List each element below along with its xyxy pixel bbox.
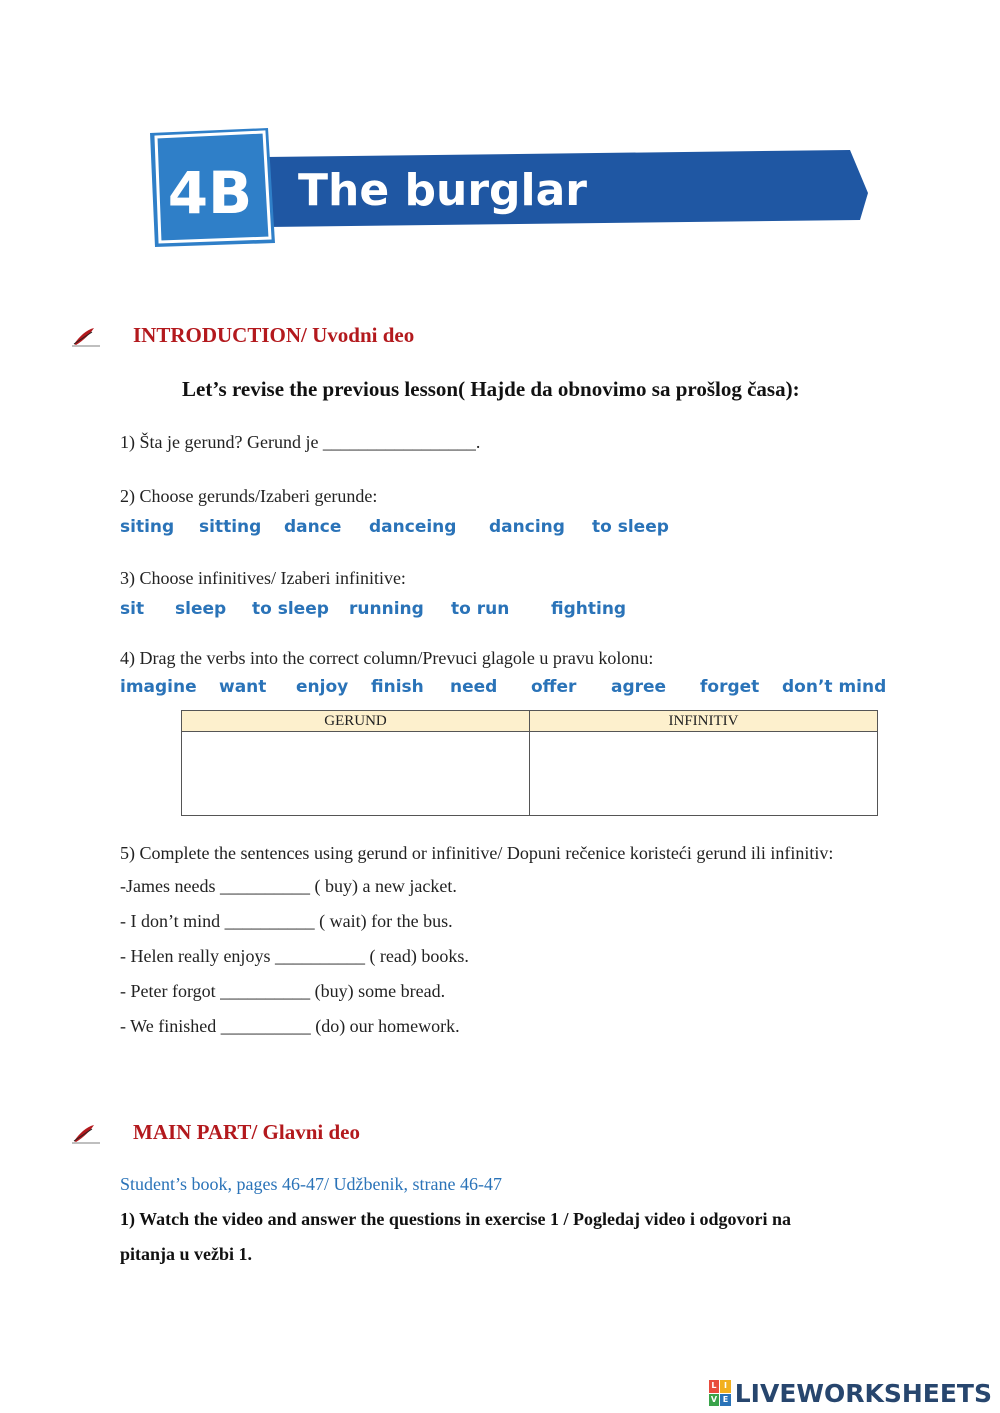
gerund-column-header: GERUND — [182, 711, 529, 732]
lesson-banner — [150, 125, 880, 250]
word-option[interactable]: to sleep — [592, 517, 669, 537]
question-1: 1) Šta je gerund? Gerund je _________________. — [120, 432, 481, 452]
banner-title: The burglar — [298, 165, 587, 216]
word-option[interactable]: sit — [120, 599, 145, 619]
word-option[interactable]: running — [349, 599, 424, 619]
sentence-item[interactable]: - We finished __________ (do) our homework. — [120, 1016, 460, 1036]
main-task-line-2: pitanja u vežbi 1. — [120, 1244, 253, 1264]
logo-icon-letter: E — [720, 1394, 731, 1407]
sentence-item[interactable]: - Peter forgot __________ (buy) some bread. — [120, 981, 446, 1001]
logo-icon-letter: V — [709, 1394, 720, 1407]
word-option[interactable]: sitting — [199, 517, 262, 537]
liveworksheets-logo — [709, 1378, 992, 1408]
banner-graphic — [150, 125, 880, 250]
word-option[interactable]: fighting — [551, 599, 627, 619]
word-option[interactable]: sleep — [175, 599, 227, 619]
word-option[interactable]: to run — [451, 599, 510, 619]
book-reference: Student’s book, pages 46-47/ Udžbenik, strane 46-47 — [120, 1174, 502, 1194]
question-2: 2) Choose gerunds/Izaberi gerunde: — [120, 486, 378, 506]
logo-icon-letter: I — [720, 1380, 731, 1393]
revise-heading: Let’s revise the previous lesson( Hajde da obnovimo sa prošlog časa): — [182, 377, 800, 401]
quill-pen-icon — [70, 326, 104, 348]
liveworksheets-logo-icon — [709, 1380, 731, 1406]
sentence-item[interactable]: - I don’t mind __________ ( wait) for the bus. — [120, 911, 453, 931]
word-option[interactable]: to sleep — [252, 599, 329, 619]
draggable-verb[interactable]: enjoy — [296, 677, 349, 697]
quill-pen-icon — [70, 1123, 104, 1145]
draggable-verb[interactable]: want — [219, 677, 267, 697]
gerund-infinitive-table — [181, 710, 878, 816]
draggable-verb[interactable]: agree — [611, 677, 667, 697]
infinitiv-drop-zone[interactable] — [530, 732, 877, 815]
draggable-verb[interactable]: finish — [371, 677, 424, 697]
word-option[interactable]: danceing — [369, 517, 457, 537]
main-task-line-1: 1) Watch the video and answer the questions in exercise 1 / Pogledaj video i odgovori na — [120, 1209, 792, 1229]
question-3: 3) Choose infinitives/ Izaberi infinitive: — [120, 568, 406, 588]
draggable-verb[interactable]: don’t mind — [782, 677, 887, 697]
sentence-item[interactable]: - Helen really enjoys __________ ( read) books. — [120, 946, 469, 966]
infinitiv-column-header: INFINITIV — [530, 711, 877, 732]
liveworksheets-logo-text: LIVEWORKSHEETS — [734, 1378, 992, 1408]
intro-title: INTRODUCTION/ Uvodni deo — [133, 323, 415, 347]
draggable-verb[interactable]: need — [450, 677, 498, 697]
draggable-verb[interactable]: forget — [700, 677, 760, 697]
logo-icon-letter: L — [709, 1380, 720, 1393]
question-5: 5) Complete the sentences using gerund or infinitive/ Dopuni rečenice koristeći gerund ili infinitiv: — [120, 843, 834, 863]
word-option[interactable]: dancing — [489, 517, 565, 537]
sentence-item[interactable]: -James needs __________ ( buy) a new jacket. — [120, 876, 457, 896]
column-divider — [529, 711, 530, 815]
word-option[interactable]: dance — [284, 517, 342, 537]
banner-number: 4B — [167, 159, 253, 227]
word-option[interactable]: siting — [120, 517, 175, 537]
main-title: MAIN PART/ Glavni deo — [133, 1120, 360, 1144]
gerund-drop-zone[interactable] — [182, 732, 529, 815]
draggable-verb[interactable]: offer — [531, 677, 577, 697]
question-4: 4) Drag the verbs into the correct column/Prevuci glagole u pravu kolonu: — [120, 648, 654, 668]
draggable-verb[interactable]: imagine — [120, 677, 197, 697]
